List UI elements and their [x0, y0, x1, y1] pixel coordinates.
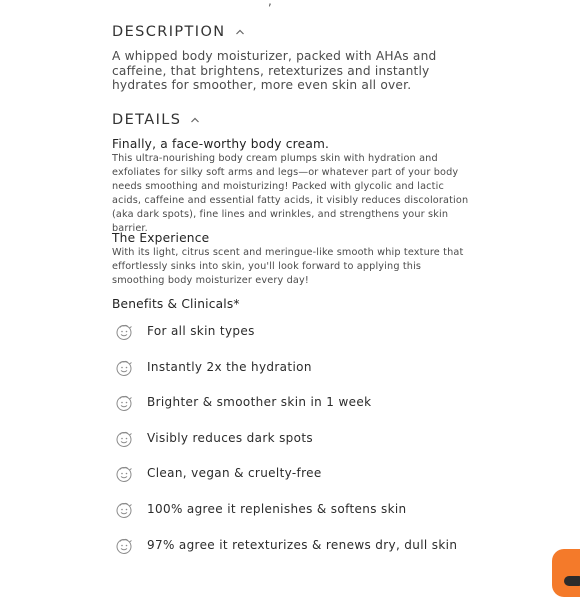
benefit-item — [112, 322, 492, 358]
face-icon — [114, 536, 134, 556]
benefit-item — [112, 393, 492, 429]
chat-button[interactable] — [552, 549, 580, 597]
face-icon — [114, 500, 134, 520]
description-heading: DESCRIPTION — [112, 24, 226, 40]
details-intro-text: This ultra-nourishing body cream plumps skin with hydration and exfoliates for silky soft arms and legs—or whatever part of your body needs smoothing and moisturizing! Packed with glycolic and lactic acids, caffeine and essential fatty acids, it visibly reduces discoloration (aka dark spots), fine lines and wrinkles, and strengthens your skin barrier. — [112, 153, 469, 234]
benefit-item — [112, 358, 492, 394]
chat-bubble-icon — [564, 576, 580, 586]
top-sliver: , — [268, 0, 272, 8]
chevron-up-icon — [189, 114, 201, 126]
chevron-up-icon — [234, 26, 246, 38]
benefit-label: For all skin types — [147, 324, 255, 338]
benefits-list — [112, 322, 492, 571]
benefits-title: Benefits & Clinicals* — [112, 297, 240, 311]
experience-text: With its light, citrus scent and meringue-like smooth whip texture that effortlessly sinks into skin, you'll look forward to applying this smoothing body moisturizer every day! — [112, 247, 464, 286]
face-icon — [114, 358, 134, 378]
details-toggle[interactable] — [112, 112, 201, 128]
benefit-item — [112, 536, 492, 572]
face-icon — [114, 322, 134, 342]
benefit-label: 100% agree it replenishes & softens skin — [147, 501, 407, 516]
benefit-label: Brighter & smoother skin in 1 week — [147, 395, 372, 410]
benefit-item — [112, 429, 492, 465]
description-toggle[interactable] — [112, 24, 246, 40]
benefit-label: Instantly 2x the hydration — [147, 359, 312, 374]
face-icon — [114, 429, 134, 449]
face-icon — [114, 464, 134, 484]
benefit-item — [112, 500, 492, 536]
experience-title: The Experience — [112, 231, 210, 245]
benefit-label: Visibly reduces dark spots — [147, 430, 313, 445]
details-intro-title: Finally, a face-worthy body cream. — [112, 137, 330, 151]
benefit-label: Clean, vegan & cruelty-free — [147, 466, 322, 481]
description-text: A whipped body moisturizer, packed with AHAs and caffeine, that brightens, retexturizes and instantly hydrates for smoother, more even skin all over. — [112, 49, 437, 92]
benefit-item — [112, 464, 492, 500]
benefit-label: 97% agree it retexturizes & renews dry, dull skin — [147, 537, 458, 552]
face-icon — [114, 393, 134, 413]
details-heading: DETAILS — [112, 112, 182, 128]
